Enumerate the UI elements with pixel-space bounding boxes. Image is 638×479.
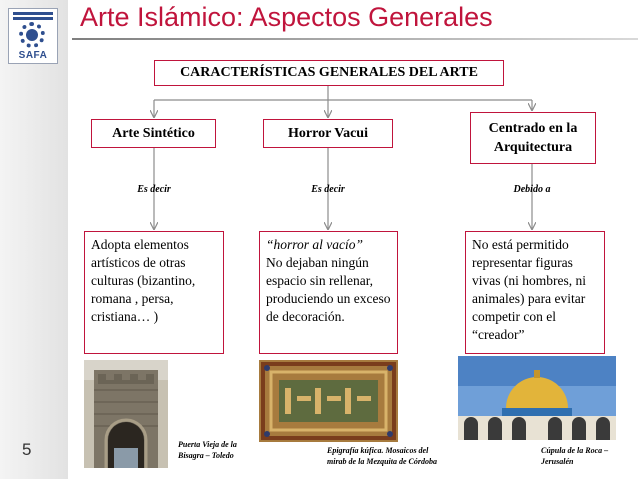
- arch-photo-icon: [84, 360, 168, 468]
- slide-number: 5: [22, 440, 32, 459]
- concept-horror-vacui: Horror Vacui: [263, 119, 393, 148]
- caption-epigrafia-kufica: Epigrafía kúfica. Mosaicos del mirab de la Mezquita de Córdoba: [327, 446, 438, 466]
- dome-photo-icon: [458, 356, 616, 440]
- link-label-es-decir: Es decir: [311, 184, 345, 195]
- page-title: Arte Islámico: Aspectos Generales: [80, 2, 493, 32]
- link-label-debido-a: Debido a: [513, 184, 551, 195]
- concept-arte-sintetico: Arte Sintético: [91, 119, 216, 148]
- caption-puerta-bisagra: Puerta Vieja de la Bisagra – Toledo: [178, 440, 237, 460]
- detail-text: No dejaban ningún espacio sin rellenar, produciendo un exceso de decoración.: [266, 255, 391, 324]
- logo-text: SAFA: [18, 50, 48, 61]
- root-concept-box: CARACTERÍSTICAS GENERALES DEL ARTE: [154, 60, 504, 86]
- detail-quote: “horror al vacío”: [266, 237, 364, 252]
- detail-centrado-arquitectura: No está permitido representar figuras vivas (ni hombres, ni animales) para evitar competir con el “creador”: [465, 231, 605, 354]
- mosaic-photo-icon: [259, 360, 398, 442]
- detail-arte-sintetico: Adopta elementos artísticos de otras culturas (bizantino, romana , persa, cristiana… ): [84, 231, 224, 354]
- link-label-es-decir: Es decir: [137, 184, 171, 195]
- concept-centrado-arquitectura: Centrado en la Arquitectura: [470, 112, 596, 164]
- caption-cupula-roca: Cúpula de la Roca – Jerusalén: [541, 446, 609, 466]
- detail-horror-vacui: [259, 231, 398, 354]
